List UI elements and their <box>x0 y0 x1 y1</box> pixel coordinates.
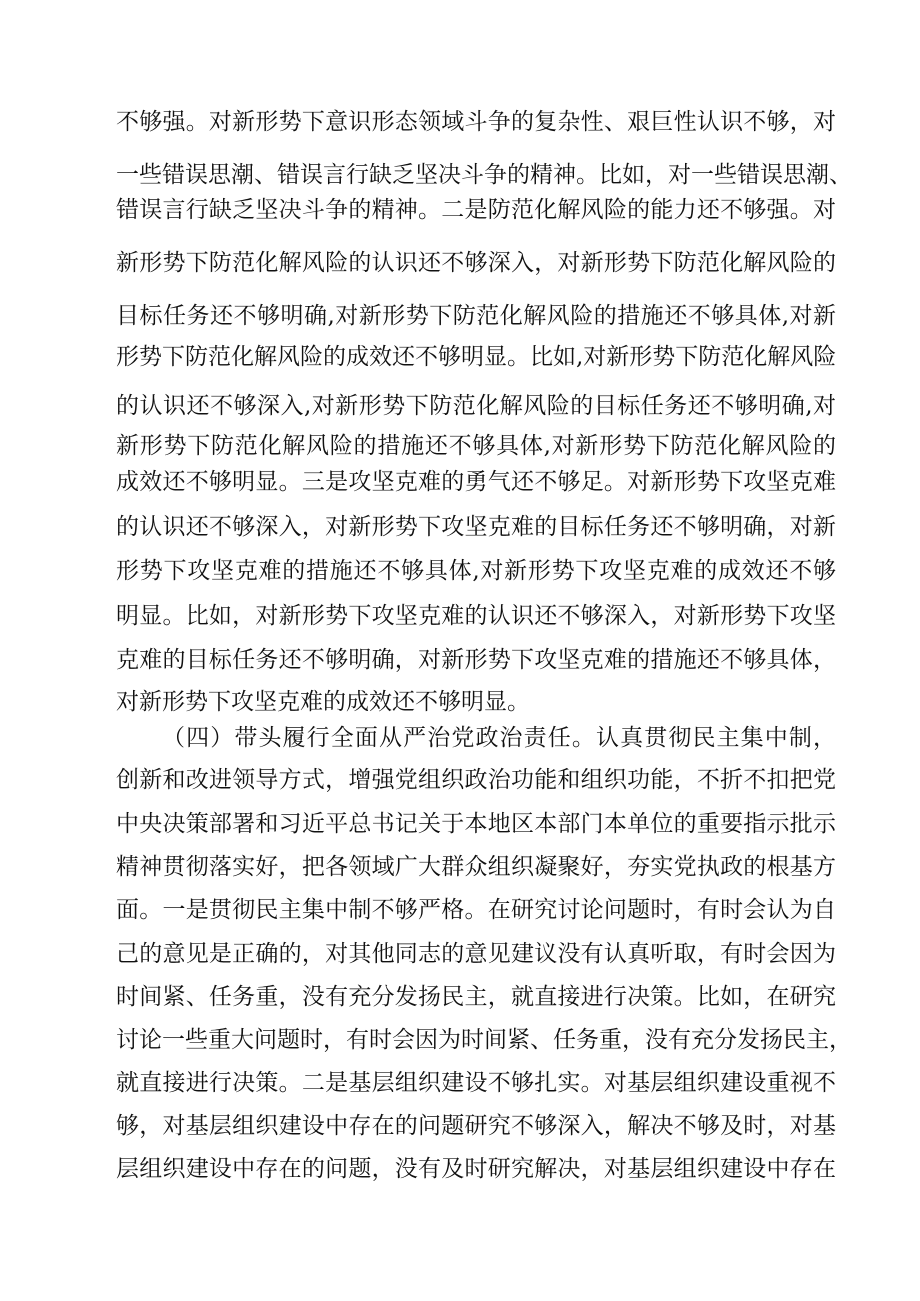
text-line: 对新形势下攻坚克难的成效还不够明显。 <box>116 689 530 715</box>
text-line: 的认识还不够深入，对新形势下攻坚克难的目标任务还不够明确，对新 <box>116 514 836 540</box>
text-line: 形势下防范化解风险的成效还不够明显。比如,对新形势下防范化解风险 <box>116 344 837 370</box>
text-line: 面。一是贯彻民主集中制不够严格。在研究讨论问题时，有时会认为自 <box>116 897 836 923</box>
text-line: 讨论一些重大问题时，有时会因为时间紧、任务重，没有充分发扬民主， <box>116 1027 852 1053</box>
text-line: 不够强。对新形势下意识形态领域斗争的复杂性、艰巨性认识不够，对 <box>116 109 836 135</box>
text-line: 新形势下防范化解风险的措施还不够具体,对新形势下防范化解风险的 <box>116 433 836 459</box>
text-line: 成效还不够明显。三是攻坚克难的勇气还不够足。对新形势下攻坚克难 <box>116 469 836 495</box>
text-line: 明显。比如，对新形势下攻坚克难的认识还不够深入，对新形势下攻坚 <box>116 603 836 629</box>
text-line: 克难的目标任务还不够明确，对新形势下攻坚克难的措施还不够具体， <box>116 647 836 673</box>
text-line: 时间紧、任务重，没有充分发扬民主，就直接进行决策。比如，在研究 <box>116 984 836 1010</box>
text-line: 的认识还不够深入,对新形势下防范化解风险的目标任务还不够明确,对 <box>116 393 836 419</box>
text-line: 形势下攻坚克难的措施还不够具体,对新形势下攻坚克难的成效还不够 <box>116 558 836 584</box>
text-line: 就直接进行决策。二是基层组织建设不够扎实。对基层组织建设重视不 <box>116 1070 836 1096</box>
text-line: 己的意见是正确的，对其他同志的意见建议没有认真听取，有时会因为 <box>116 941 836 967</box>
text-line: 创新和改进领导方式，增强党组织政治功能和组织功能，不折不扣把党 <box>116 767 836 793</box>
text-line: 目标任务还不够明确,对新形势下防范化解风险的措施还不够具体,对新 <box>116 303 836 329</box>
text-line: 中央决策部署和习近平总书记关于本地区本部门本单位的重要指示批示 <box>116 811 836 837</box>
text-line: 新形势下防范化解风险的认识还不够深入，对新形势下防范化解风险的 <box>116 250 836 276</box>
text-line: 一些错误思潮、错误言行缺乏坚决斗争的精神。比如，对一些错误思潮、 <box>116 162 852 188</box>
section-heading-line: （四）带头履行全面从严治党政治责任。认真贯彻民主集中制， <box>162 725 836 751</box>
text-line: 层组织建设中存在的问题，没有及时研究解决，对基层组织建设中存在 <box>116 1156 836 1182</box>
text-line: 精神贯彻落实好，把各领域广大群众组织凝聚好，夯实党执政的根基方 <box>116 854 836 880</box>
text-line: 错误言行缺乏坚决斗争的精神。二是防范化解风险的能力还不够强。对 <box>116 197 836 223</box>
text-line: 够，对基层组织建设中存在的问题研究不够深入，解决不够及时，对基 <box>116 1113 836 1139</box>
